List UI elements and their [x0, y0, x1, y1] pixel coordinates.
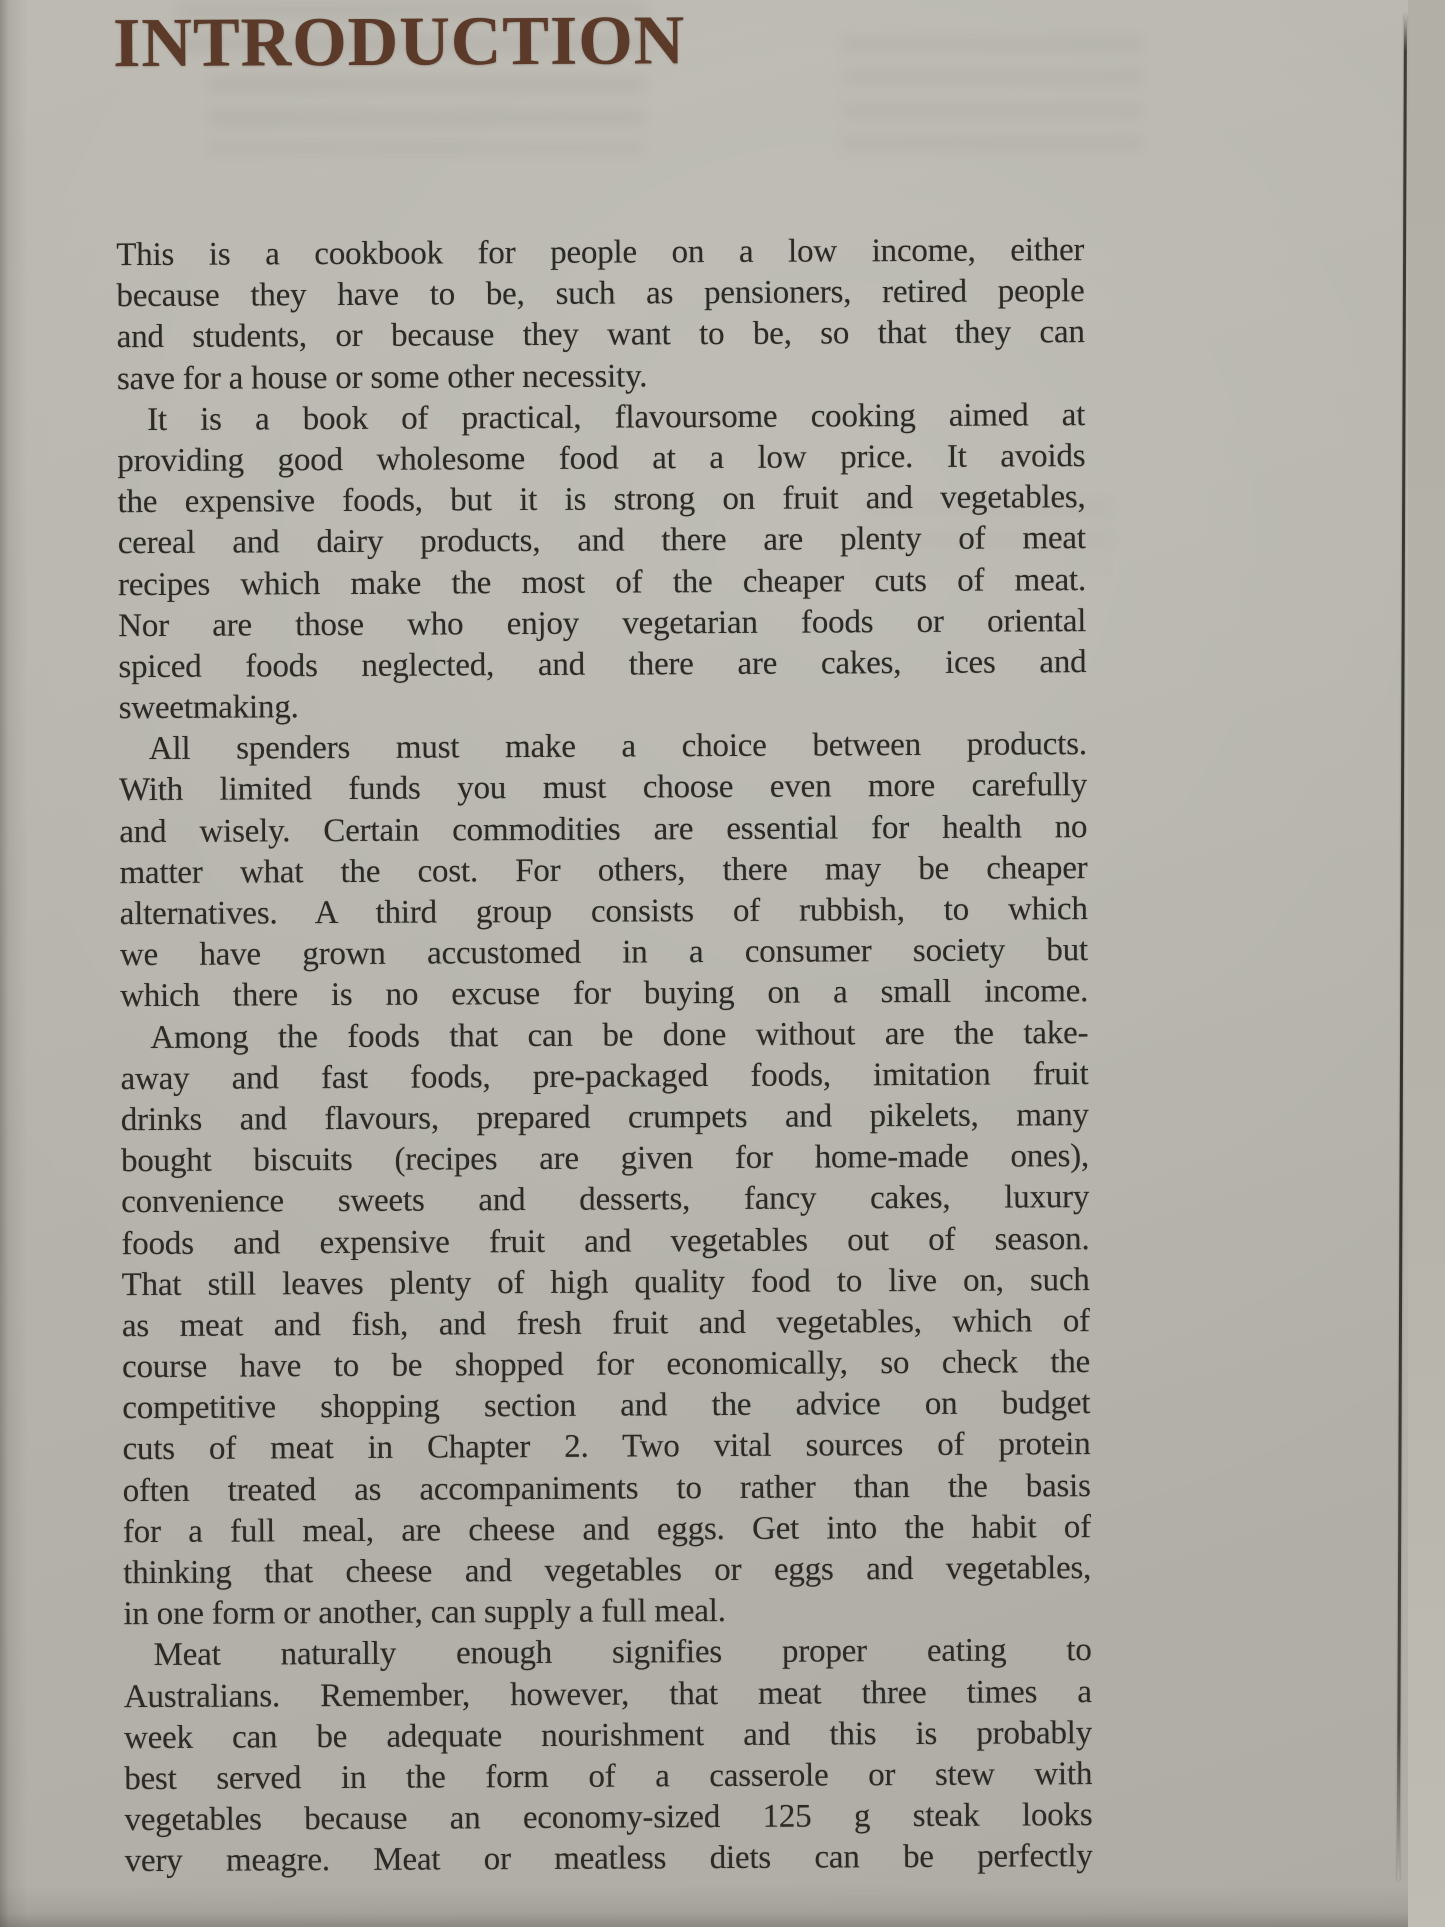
text-line: in one form or another, can supply a full meal. — [123, 1593, 726, 1633]
text-line: often treated as accompaniments to rather than the basis — [122, 1467, 1091, 1509]
text-line: bought biscuits (recipes are given for home-made ones), — [120, 1138, 1090, 1180]
text-line: alternatives. A third group consists of rubbish, to which — [119, 891, 1088, 933]
text-line: matter what the cost. For others, there may be cheaper — [119, 849, 1088, 891]
text-line: week can be adequate nourishment and this is probably — [123, 1714, 1093, 1756]
text-line: Nor are those who enjoy vegetarian foods or oriental — [118, 602, 1087, 644]
text-line: we have grown accustomed in a consumer society but — [119, 932, 1089, 974]
text-line: Among the foods that can be done without are the take- — [150, 1014, 1089, 1056]
text-line: drinks and flavours, prepared crumpets and pikelets, many — [120, 1097, 1089, 1139]
text-line: as meat and fish, and fresh fruit and vegetables, which of — [121, 1302, 1090, 1345]
text-line: Australians. Remember, however, that meat three times a — [123, 1673, 1092, 1715]
text-line: competitive shopping section and the advice on budget — [122, 1385, 1091, 1427]
page-title: INTRODUCTION — [112, 2, 686, 83]
text-line: sweetmaking. — [118, 689, 299, 727]
text-line: All spenders must make a choice between products. — [148, 726, 1087, 768]
text-line: spiced foods neglected, and there are cakes, ices and — [118, 643, 1087, 686]
text-line: and students, or because they want to be, so that they can — [116, 314, 1085, 356]
text-line: vegetables because an economy-sized 125 g steak looks — [124, 1797, 1093, 1839]
text-line: which there is no excuse for buying on a small income. — [120, 973, 1089, 1015]
text-line: for a full meal, are cheese and eggs. Get into the habit of — [122, 1508, 1092, 1550]
text-line: thinking that cheese and vegetables or eggs and vegetables, — [123, 1550, 1092, 1592]
text-line: With limited funds you must choose even more carefully — [118, 767, 1088, 809]
text-line: very meagre. Meat or meatless diets can be perfectly — [124, 1838, 1093, 1880]
text-line: That still leaves plenty of high quality food to live on, such — [121, 1261, 1090, 1303]
text-line: the expensive foods, but it is strong on fruit and vegetables, — [117, 479, 1086, 521]
text-line: course have to be shopped for economically, so check the — [122, 1344, 1091, 1386]
text-line: providing good wholesome food at a low price. It avoids — [117, 438, 1086, 480]
text-line: cereal and dairy products, and there are plenty of meat — [117, 520, 1086, 562]
text-line: recipes which make the most of the cheaper cuts of meat. — [117, 561, 1087, 603]
text-line: save for a house or some other necessity. — [116, 357, 648, 397]
text-line: best served in the form of a casserole or stew with — [124, 1756, 1093, 1798]
text-line: Meat naturally enough signifies proper eating to — [153, 1632, 1092, 1674]
text-line: cuts of meat in Chapter 2. Two vital sources of protein — [122, 1426, 1091, 1468]
text-line: convenience sweets and desserts, fancy cakes, luxury — [121, 1179, 1090, 1221]
text-line: and wisely. Certain commodities are essential for health no — [119, 808, 1088, 850]
text-line: It is a book of practical, flavoursome cooking aimed at — [147, 396, 1086, 438]
text-line: because they have to be, such as pensioners, retired people — [116, 273, 1085, 315]
text-line: away and fast foods, pre-packaged foods, imitation fruit — [120, 1055, 1089, 1097]
text-line: This is a cookbook for people on a low income, either — [116, 232, 1085, 274]
text-line: foods and expensive fruit and vegetables out of season. — [121, 1220, 1090, 1262]
introduction-text — [116, 230, 1093, 1883]
